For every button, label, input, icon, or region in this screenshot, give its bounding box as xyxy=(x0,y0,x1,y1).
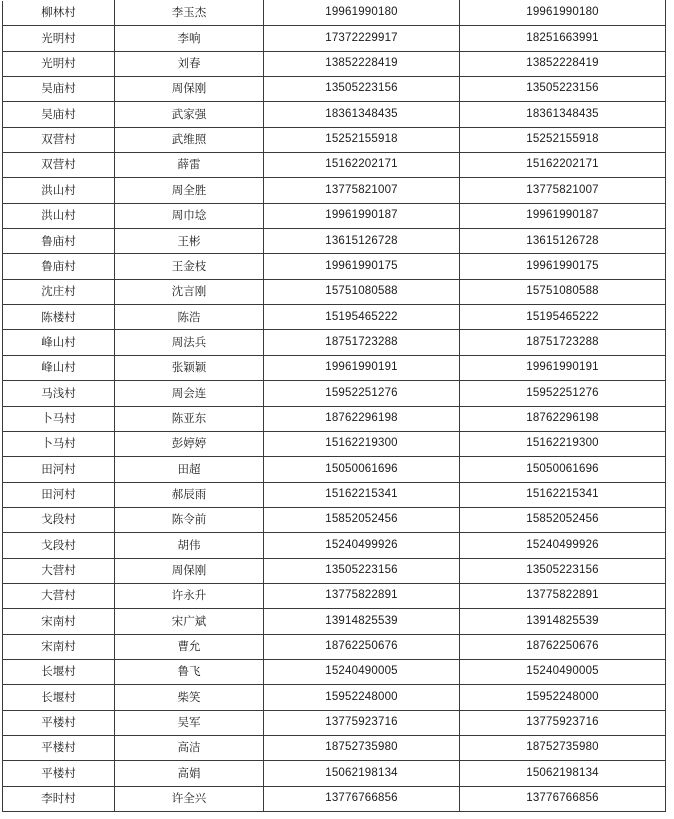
phone-alt-cell: 18751723288 xyxy=(460,330,666,355)
table-row xyxy=(3,51,666,76)
village-name-cell: 洪山村 xyxy=(3,178,115,203)
phone-alt-cell: 13852228419 xyxy=(460,51,666,76)
table-row xyxy=(3,153,666,178)
phone-cell: 15852052456 xyxy=(264,507,460,532)
phone-cell: 13776766856 xyxy=(264,786,460,811)
phone-cell: 13775923716 xyxy=(264,710,460,735)
village-contact-table xyxy=(2,0,666,812)
table-row xyxy=(3,381,666,406)
village-name-cell: 双营村 xyxy=(3,127,115,152)
table-row xyxy=(3,305,666,330)
phone-alt-cell: 15162215341 xyxy=(460,482,666,507)
phone-cell: 18762250676 xyxy=(264,634,460,659)
table-row xyxy=(3,583,666,608)
phone-alt-cell: 15050061696 xyxy=(460,457,666,482)
phone-alt-cell: 15240499926 xyxy=(460,533,666,558)
person-name-cell: 周保刚 xyxy=(115,558,264,583)
table-row xyxy=(3,482,666,507)
person-name-cell: 王彬 xyxy=(115,229,264,254)
phone-cell: 13775821007 xyxy=(264,178,460,203)
village-name-cell: 鲁庙村 xyxy=(3,229,115,254)
village-name-cell: 卜马村 xyxy=(3,406,115,431)
village-name-cell: 长堰村 xyxy=(3,685,115,710)
table-row xyxy=(3,229,666,254)
person-name-cell: 吴军 xyxy=(115,710,264,735)
person-name-cell: 张颖颖 xyxy=(115,355,264,380)
table-row xyxy=(3,406,666,431)
phone-cell: 18751723288 xyxy=(264,330,460,355)
person-name-cell: 武维照 xyxy=(115,127,264,152)
table-row xyxy=(3,26,666,51)
phone-cell: 15195465222 xyxy=(264,305,460,330)
phone-cell: 18361348435 xyxy=(264,102,460,127)
village-name-cell: 双营村 xyxy=(3,153,115,178)
table-row xyxy=(3,178,666,203)
village-name-cell: 峰山村 xyxy=(3,355,115,380)
phone-cell: 15162215341 xyxy=(264,482,460,507)
village-name-cell: 鲁庙村 xyxy=(3,254,115,279)
table-row xyxy=(3,507,666,532)
village-name-cell: 陈楼村 xyxy=(3,305,115,330)
table-row xyxy=(3,558,666,583)
village-name-cell: 柳林村 xyxy=(3,1,115,26)
person-name-cell: 彭婷婷 xyxy=(115,431,264,456)
phone-cell: 13775822891 xyxy=(264,583,460,608)
person-name-cell: 薛雷 xyxy=(115,153,264,178)
phone-alt-cell: 15952248000 xyxy=(460,685,666,710)
phone-cell: 15240490005 xyxy=(264,659,460,684)
village-name-cell: 吴庙村 xyxy=(3,77,115,102)
village-name-cell: 平楼村 xyxy=(3,735,115,760)
village-name-cell: 大营村 xyxy=(3,558,115,583)
phone-cell: 18762296198 xyxy=(264,406,460,431)
village-name-cell: 戈段村 xyxy=(3,507,115,532)
phone-alt-cell: 18762250676 xyxy=(460,634,666,659)
table-row xyxy=(3,609,666,634)
phone-cell: 17372229917 xyxy=(264,26,460,51)
person-name-cell: 武家强 xyxy=(115,102,264,127)
village-name-cell: 田河村 xyxy=(3,482,115,507)
village-name-cell: 平楼村 xyxy=(3,761,115,786)
phone-cell: 15252155918 xyxy=(264,127,460,152)
phone-cell: 15952248000 xyxy=(264,685,460,710)
person-name-cell: 周保刚 xyxy=(115,77,264,102)
phone-alt-cell: 18762296198 xyxy=(460,406,666,431)
phone-alt-cell: 15240490005 xyxy=(460,659,666,684)
person-name-cell: 郝辰雨 xyxy=(115,482,264,507)
phone-alt-cell: 13505223156 xyxy=(460,77,666,102)
village-name-cell: 大营村 xyxy=(3,583,115,608)
person-name-cell: 高洁 xyxy=(115,735,264,760)
table-row xyxy=(3,431,666,456)
person-name-cell: 周全胜 xyxy=(115,178,264,203)
person-name-cell: 田超 xyxy=(115,457,264,482)
table-row xyxy=(3,761,666,786)
person-name-cell: 宋广斌 xyxy=(115,609,264,634)
person-name-cell: 刘春 xyxy=(115,51,264,76)
phone-cell: 13505223156 xyxy=(264,77,460,102)
person-name-cell: 胡伟 xyxy=(115,533,264,558)
person-name-cell: 陈亚东 xyxy=(115,406,264,431)
table-row xyxy=(3,659,666,684)
contact-table-container xyxy=(2,0,665,812)
village-name-cell: 宋南村 xyxy=(3,634,115,659)
village-name-cell: 戈段村 xyxy=(3,533,115,558)
table-row xyxy=(3,127,666,152)
person-name-cell: 鲁飞 xyxy=(115,659,264,684)
person-name-cell: 周巾埝 xyxy=(115,203,264,228)
phone-alt-cell: 19961990175 xyxy=(460,254,666,279)
phone-cell: 15240499926 xyxy=(264,533,460,558)
phone-cell: 13852228419 xyxy=(264,51,460,76)
phone-alt-cell: 15852052456 xyxy=(460,507,666,532)
person-name-cell: 沈言刚 xyxy=(115,279,264,304)
table-row xyxy=(3,77,666,102)
person-name-cell: 李玉杰 xyxy=(115,1,264,26)
person-name-cell: 周会连 xyxy=(115,381,264,406)
table-row xyxy=(3,254,666,279)
phone-alt-cell: 15162219300 xyxy=(460,431,666,456)
phone-alt-cell: 18361348435 xyxy=(460,102,666,127)
phone-alt-cell: 13775923716 xyxy=(460,710,666,735)
person-name-cell: 周法兵 xyxy=(115,330,264,355)
phone-cell: 15162202171 xyxy=(264,153,460,178)
phone-cell: 18752735980 xyxy=(264,735,460,760)
phone-alt-cell: 13505223156 xyxy=(460,558,666,583)
village-name-cell: 光明村 xyxy=(3,26,115,51)
phone-alt-cell: 19961990191 xyxy=(460,355,666,380)
phone-cell: 19961990187 xyxy=(264,203,460,228)
phone-alt-cell: 13914825539 xyxy=(460,609,666,634)
phone-alt-cell: 18251663991 xyxy=(460,26,666,51)
phone-cell: 15062198134 xyxy=(264,761,460,786)
village-name-cell: 光明村 xyxy=(3,51,115,76)
person-name-cell: 许全兴 xyxy=(115,786,264,811)
table-row xyxy=(3,457,666,482)
village-name-cell: 卜马村 xyxy=(3,431,115,456)
person-name-cell: 柴笑 xyxy=(115,685,264,710)
village-name-cell: 洪山村 xyxy=(3,203,115,228)
table-row xyxy=(3,1,666,26)
person-name-cell: 陈浩 xyxy=(115,305,264,330)
phone-alt-cell: 19961990180 xyxy=(460,1,666,26)
phone-cell: 13505223156 xyxy=(264,558,460,583)
village-name-cell: 马浅村 xyxy=(3,381,115,406)
village-name-cell: 沈庄村 xyxy=(3,279,115,304)
phone-alt-cell: 15162202171 xyxy=(460,153,666,178)
phone-alt-cell: 13776766856 xyxy=(460,786,666,811)
table-row xyxy=(3,533,666,558)
phone-alt-cell: 18752735980 xyxy=(460,735,666,760)
person-name-cell: 陈令前 xyxy=(115,507,264,532)
table-row xyxy=(3,685,666,710)
phone-alt-cell: 13775822891 xyxy=(460,583,666,608)
person-name-cell: 高娟 xyxy=(115,761,264,786)
phone-alt-cell: 15195465222 xyxy=(460,305,666,330)
person-name-cell: 许永升 xyxy=(115,583,264,608)
village-name-cell: 长堰村 xyxy=(3,659,115,684)
table-body xyxy=(3,1,666,812)
phone-cell: 19961990180 xyxy=(264,1,460,26)
table-row xyxy=(3,355,666,380)
village-name-cell: 平楼村 xyxy=(3,710,115,735)
table-row xyxy=(3,203,666,228)
phone-cell: 15050061696 xyxy=(264,457,460,482)
table-row xyxy=(3,102,666,127)
table-row xyxy=(3,279,666,304)
table-row xyxy=(3,735,666,760)
phone-alt-cell: 15751080588 xyxy=(460,279,666,304)
village-name-cell: 吴庙村 xyxy=(3,102,115,127)
person-name-cell: 曹允 xyxy=(115,634,264,659)
phone-alt-cell: 13615126728 xyxy=(460,229,666,254)
phone-cell: 13914825539 xyxy=(264,609,460,634)
table-row xyxy=(3,330,666,355)
person-name-cell: 王金枝 xyxy=(115,254,264,279)
phone-cell: 13615126728 xyxy=(264,229,460,254)
village-name-cell: 李时村 xyxy=(3,786,115,811)
table-row xyxy=(3,710,666,735)
person-name-cell: 李响 xyxy=(115,26,264,51)
table-row xyxy=(3,786,666,811)
village-name-cell: 宋南村 xyxy=(3,609,115,634)
phone-cell: 15751080588 xyxy=(264,279,460,304)
phone-cell: 19961990175 xyxy=(264,254,460,279)
phone-cell: 15162219300 xyxy=(264,431,460,456)
phone-alt-cell: 15252155918 xyxy=(460,127,666,152)
phone-alt-cell: 13775821007 xyxy=(460,178,666,203)
village-name-cell: 峰山村 xyxy=(3,330,115,355)
table-row xyxy=(3,634,666,659)
phone-cell: 19961990191 xyxy=(264,355,460,380)
phone-alt-cell: 15062198134 xyxy=(460,761,666,786)
phone-alt-cell: 15952251276 xyxy=(460,381,666,406)
phone-alt-cell: 19961990187 xyxy=(460,203,666,228)
phone-cell: 15952251276 xyxy=(264,381,460,406)
village-name-cell: 田河村 xyxy=(3,457,115,482)
